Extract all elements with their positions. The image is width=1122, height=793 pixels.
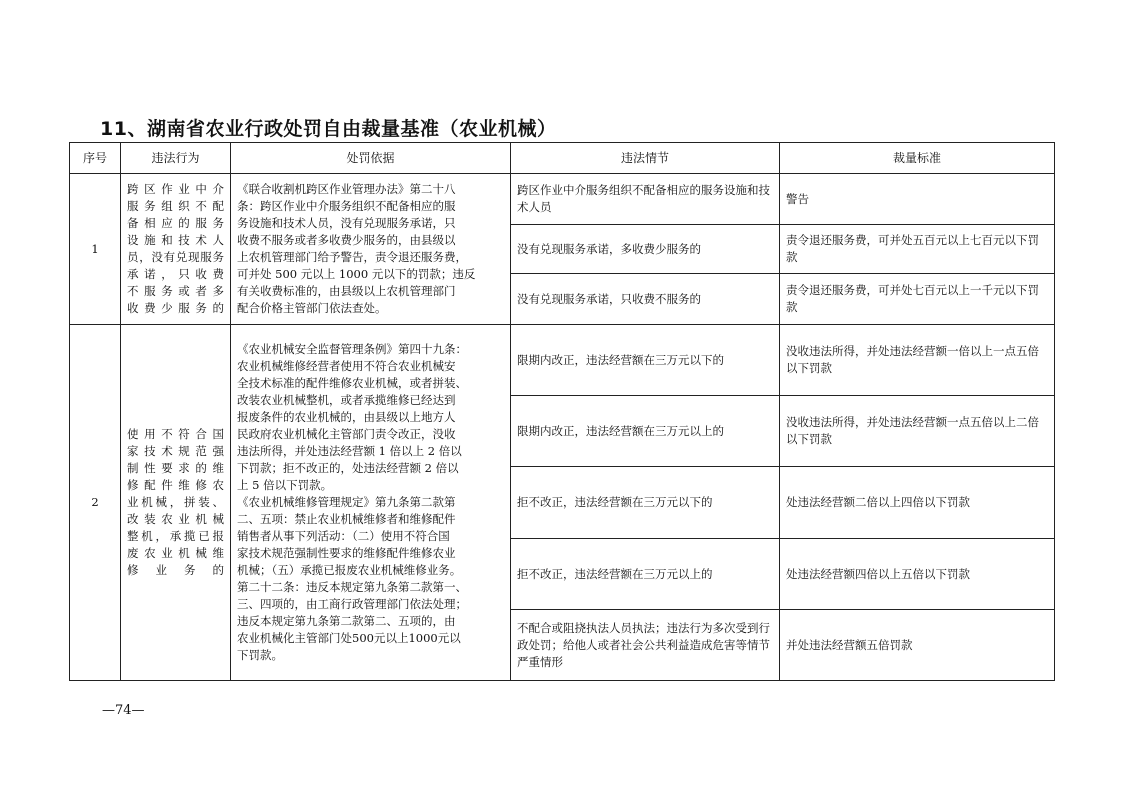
basis-line: 《农业机械安全监督管理条例》第四十九条： [237,342,467,356]
basis-line: 民政府农业机械化主管部门责令改正，没收 [237,427,456,441]
standard-cell: 处违法经营额四倍以上五倍以下罚款 [780,539,1055,610]
basis-line: 第二十二条：违反本规定第九条第二款第一、 [237,580,467,594]
violation-line: 跨区作业中介 [127,182,224,196]
circumstance-cell: 拒不改正，违法经营额在三万元以下的 [511,467,780,539]
col-header-circumstance: 违法情节 [511,143,780,174]
row-number: 2 [70,325,121,681]
violation-cell [121,325,231,681]
document-title: 11、湖南省农业行政处罚自由裁量基准（农业机械） [100,118,557,140]
basis-line: 条：跨区作业中介服务组织不配备相应的服 [237,199,456,213]
basis-line: 机械；（五）承揽已报废农业机械维修业务。 [237,563,462,577]
basis-line: 改装农业机械整机，或者承揽维修已经达到 [237,393,456,407]
standard-cell: 责令退还服务费，可并处七百元以上一千元以下罚款 [780,274,1055,325]
standard-cell: 责令退还服务费，可并处五百元以上七百元以下罚款 [780,225,1055,274]
violation-line: 服务组织不配 [127,199,224,213]
circumstance-cell: 跨区作业中介服务组织不配备相应的服务设施和技术人员 [511,174,780,225]
basis-line: 二、五项：禁止农业机械维修者和维修配件 [237,512,456,526]
standard-cell: 警告 [780,174,1055,225]
violation-line: 业机械，拼装、 [127,495,224,509]
standard-cell: 并处违法经营额五倍罚款 [780,610,1055,681]
basis-line: 农业机械维修经营者使用不符合农业机械安 [237,359,456,373]
basis-line: 全技术标准的配件维修农业机械，或者拼装、 [237,376,467,390]
standard-cell: 没收违法所得，并处违法经营额一点五倍以上二倍以下罚款 [780,396,1055,467]
page-number: —74— [102,703,145,718]
violation-line: 使用不符合国 [127,427,224,441]
basis-line: 违法所得，并处违法经营额 1 倍以上 2 倍以 [237,444,462,458]
violation-line: 家技术规范强 [127,444,224,458]
violation-line: 制性要求的维 [127,461,224,475]
basis-line: 报废条件的农业机械的，由县级以上地方人 [237,410,456,424]
violation-line: 收费少服务的 [127,301,224,315]
standard-cell: 没收违法所得，并处违法经营额一倍以上一点五倍以下罚款 [780,325,1055,396]
basis-line: 可并处 500 元以上 1000 元以下的罚款；违反 [237,267,476,281]
violation-line: 设施和技术人 [127,233,224,247]
basis-line: 农业机械化主管部门处500元以上1000元以 [237,631,461,645]
circumstance-cell: 限期内改正，违法经营额在三万元以下的 [511,325,780,396]
basis-line: 上农机管理部门给予警告，责令退还服务费， [237,250,467,264]
violation-line: 废农业机械维 [127,546,224,560]
col-header-basis: 处罚依据 [231,143,511,174]
basis-line: 有关收费标准的，由县级以上农机管理部门 [237,284,456,298]
violation-line: 备相应的服务 [127,216,224,230]
basis-line: 《农业机械维修管理规定》第九条第二款第 [237,495,456,509]
col-header-standard: 裁量标准 [780,143,1055,174]
violation-line: 员，没有兑现服务 [127,250,224,264]
basis-cell [231,325,511,681]
basis-line: 三、四项的，由工商行政管理部门依法处理； [237,597,467,611]
basis-line: 家技术规范强制性要求的维修配件维修农业 [237,546,456,560]
violation-line: 不服务或者多 [127,284,224,298]
circumstance-cell: 限期内改正，违法经营额在三万元以上的 [511,396,780,467]
table-row [70,325,1055,396]
violation-line: 整机，承揽已报 [127,529,224,543]
violation-line: 改装农业机械 [127,512,224,526]
col-header-violation: 违法行为 [121,143,231,174]
violation-cell [121,174,231,325]
circumstance-cell: 没有兑现服务承诺，多收费少服务的 [511,225,780,274]
basis-line: 违反本规定第九条第二款第二、五项的，由 [237,614,456,628]
row-number: 1 [70,174,121,325]
basis-line: 配合价格主管部门依法查处。 [237,301,387,315]
circumstance-cell: 不配合或阻挠执法人员执法；违法行为多次受到行政处罚；给他人或者社会公共利益造成危害等情节严重情形 [511,610,780,681]
basis-line: 上 5 倍以下罚款。 [237,478,333,492]
table-row [70,174,1055,225]
violation-line: 修配件维修农 [127,478,224,492]
circumstance-cell: 拒不改正，违法经营额在三万元以上的 [511,539,780,610]
standard-cell: 处违法经营额二倍以上四倍以下罚款 [780,467,1055,539]
basis-line: 下罚款；拒不改正的，处违法经营额 2 倍以 [237,461,459,475]
basis-line: 下罚款。 [237,648,283,662]
col-header-number: 序号 [70,143,121,174]
basis-cell [231,174,511,325]
basis-line: 销售者从事下列活动：（二）使用不符合国 [237,529,450,543]
basis-line: 务设施和技术人员，没有兑现服务承诺，只 [237,216,456,230]
violation-line: 修业务的 [127,563,224,577]
basis-line: 《联合收割机跨区作业管理办法》第二十八 [237,182,456,196]
violation-line: 承诺，只收费 [127,267,224,281]
penalty-table [69,142,1055,681]
table-header-row [70,143,1055,174]
basis-line: 收费不服务或者多收费少服务的，由县级以 [237,233,456,247]
circumstance-cell: 没有兑现服务承诺，只收费不服务的 [511,274,780,325]
